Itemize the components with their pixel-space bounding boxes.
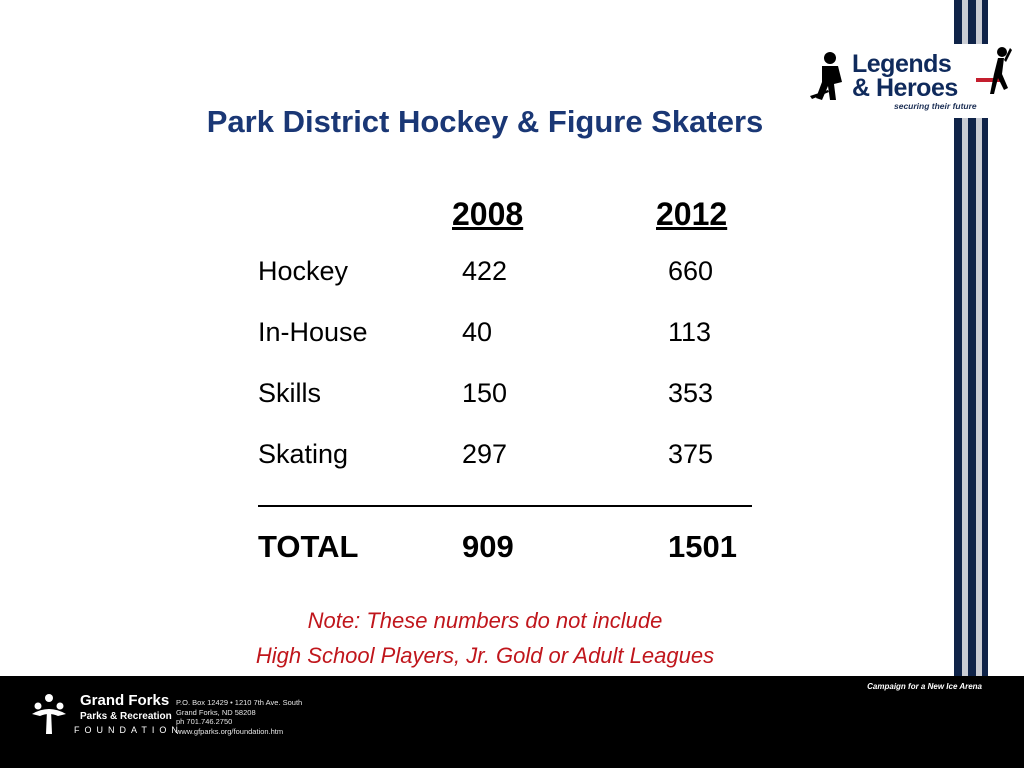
footer-org-name: Grand Forks	[80, 692, 170, 709]
row-value-2008: 422	[462, 256, 508, 286]
footer-bar	[0, 676, 1024, 768]
footer-website-link[interactable]: www.gfparks.org/foundation.htm	[176, 726, 284, 736]
logo-line-1: Legends	[852, 50, 952, 78]
row-label-skills: Skills	[258, 378, 322, 408]
total-value-2012: 1501	[668, 529, 737, 564]
footer-address	[176, 698, 302, 736]
footer-address-line: ph 701.746.2750	[176, 717, 233, 726]
footer-org-sub: Parks & Recreation	[80, 711, 172, 722]
logo-tagline: securing their future	[894, 101, 977, 111]
footer-org-foundation: FOUNDATION	[74, 725, 183, 735]
row-value-2012: 660	[668, 256, 714, 286]
row-value-2008: 150	[462, 378, 508, 408]
row-value-2012: 113	[668, 317, 712, 347]
total-value-2008: 909	[462, 529, 514, 564]
foundation-tree-icon	[28, 690, 70, 738]
logo-line-2: & Heroes	[852, 74, 958, 102]
note-line-1: Note: These numbers do not include	[307, 608, 663, 633]
footer-address-line: Grand Forks, ND 58208	[176, 707, 256, 717]
row-label-skating: Skating	[258, 439, 349, 469]
row-value-2012: 375	[668, 439, 714, 469]
row-label-in-house: In-House	[258, 317, 368, 347]
footer-campaign-text: Campaign for a New Ice Arena	[867, 682, 982, 691]
figure-skater-icon	[982, 44, 1012, 104]
note-line-2: High School Players, Jr. Gold or Adult Leagues	[255, 643, 715, 668]
slide-title: Park District Hockey & Figure Skaters	[206, 104, 764, 139]
total-divider-line	[258, 505, 752, 507]
row-value-2012: 353	[668, 378, 714, 408]
row-value-2008: 40	[462, 317, 493, 347]
total-label: TOTAL	[258, 529, 359, 564]
column-header-2012: 2012	[656, 196, 728, 232]
hockey-player-icon	[808, 50, 852, 106]
footer-address-line: P.O. Box 12429 • 1210 7th Ave. South	[176, 698, 303, 707]
column-header-2008: 2008	[452, 196, 524, 232]
row-value-2008: 297	[462, 439, 508, 469]
row-label-hockey: Hockey	[258, 256, 349, 286]
